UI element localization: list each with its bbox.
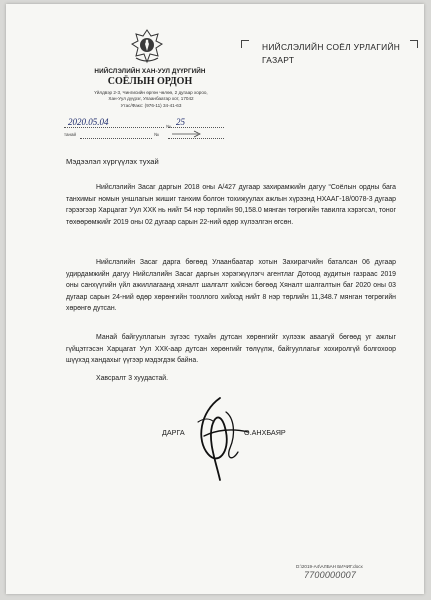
body-paragraph: [66, 257, 396, 315]
paragraph-text: Нийслэлийн Засаг даргын 2018 оны А/427 дугаар захирамжийн дагуу “Соёлын ордны бага танхимыг номын уншлагын жишиг танхим болгон тохижуулах ажлын хүрээнд НХААГ-18/0078-3 дугаар гэрээгээр Харцагат Уул ХХК нь нийт 54 нэр төрлийн 90,158.0 мянган төгрөгийн тавилга хэрэгсэл, тоног төхөөрөмжийг 2019 оны 02 дугаар сарын 22-ний өдөр хүлээлгэн өгсөн.: [66, 184, 396, 226]
registration-number: 7700000007: [304, 570, 357, 580]
reference-label: танай: [64, 132, 77, 137]
file-path: D:\2019-А4\АЛБАН БИЧИГ.docx: [296, 564, 363, 569]
handwritten-signature: [190, 392, 252, 484]
body-paragraph: [66, 332, 396, 367]
paragraph-text: Нийслэлийн Засаг дарга бөгөөд Улаанбаатар хотын Захирагчийн баталсан 06 дугаар удирдамжийн дагуу Нийслэлийн Засаг даргын хэрэгжүүлэгч агентлаг Дотоод аудитын газраас 2019 оны санхүүгийн үйл ажиллагаанд хяналт шалгалт хийсэн бөгөөд Хяналт шалгалтын баг 2020 оны 03 дугаар сарын 24-ний өдөр хөрөнгийн тооллого хийхэд нийт 8 нэр төрлийн 11,348.7 мянган төгрөгийн хөрөнгө дутсан.: [66, 259, 396, 312]
address-line: Үйлдвэр 2-3, Чингисийн өргөн чөлөө, 2 дугаар хороо,: [94, 90, 208, 95]
addressee-line: НИЙСЛЭЛИЙН СОЁЛ УРЛАГИЙН: [262, 42, 401, 52]
date-underline: [64, 127, 164, 128]
date-number-row: [64, 117, 244, 132]
reference-number-label: №: [154, 132, 159, 137]
letter-date: 2020.05.04: [68, 117, 109, 127]
reference-row: [64, 132, 244, 142]
arrow-right-icon: [172, 129, 202, 139]
state-emblem-icon: [130, 28, 164, 64]
org-name-line2: СОЁЛЫН ОРДОН: [107, 76, 193, 87]
paragraph-text: Хавсралт 3 хуудастай.: [96, 375, 169, 382]
addressee: [262, 41, 412, 67]
address-line: Утас/Факс: (976-11) 34-41-63: [120, 102, 182, 108]
org-name-line1: НИЙСЛЭЛИЙН ХАН-УУЛ ДҮҮРГИЙН: [94, 68, 206, 75]
address-line: Хан-Уул дүүрэг, Улаанбаатар хот, 17042: [108, 96, 194, 102]
addressee-line: ГАЗАРТ: [262, 55, 295, 65]
attachment-note: [66, 373, 396, 385]
paragraph-text: Манай байгууллагын зүгээс тухайн дутсан хөрөнгийг хүлээж аваагүй бөгөөд уг ажлыг гүйцэтгэсэн Харцагат Уул ХХК-аар дутсан хөрөнгийг төлүүлж, байгууллагыг хохиролгүй болгохоор шүүхэд хандахыг үүгээр мэдэгдэж байна.: [66, 334, 396, 364]
addressee-corner-mark: [241, 40, 249, 48]
org-address: [90, 90, 212, 109]
letter-number: 25: [176, 117, 185, 127]
letter-subject: Мэдээлэл хүргүүлэх тухай: [66, 157, 159, 166]
number-underline: [168, 127, 224, 128]
number-label: №: [166, 124, 171, 129]
signatory-title: ДАРГА: [162, 428, 185, 437]
reference-underline: [80, 138, 152, 139]
document-page: [6, 4, 424, 594]
body-paragraph: [66, 182, 396, 228]
signatory-name: О.АНХБАЯР: [244, 428, 286, 437]
